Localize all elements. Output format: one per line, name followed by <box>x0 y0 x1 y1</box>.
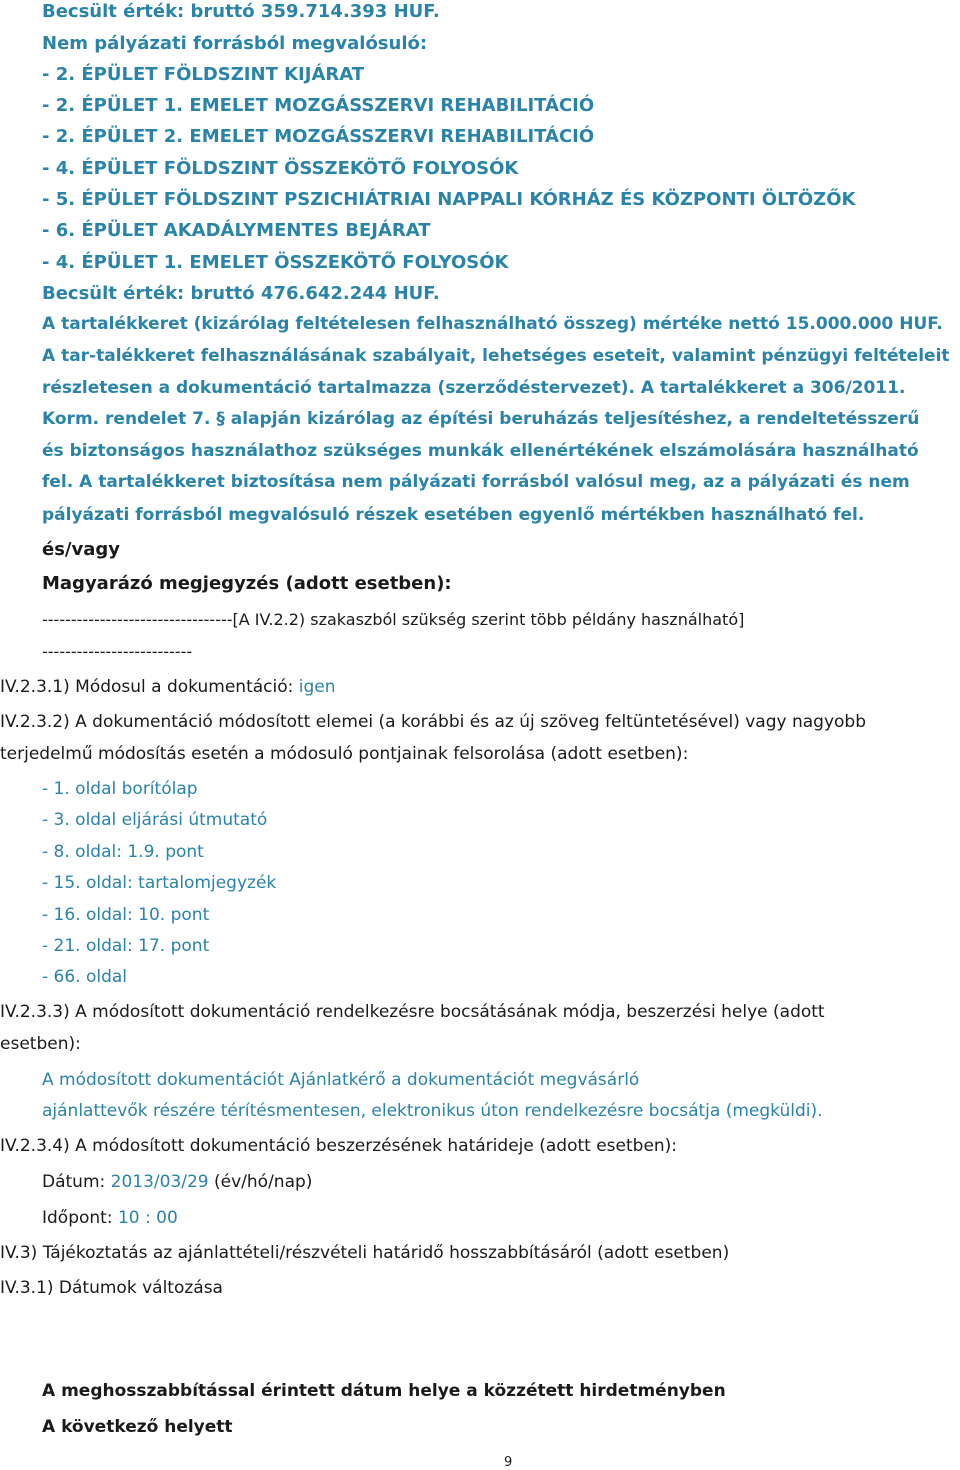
deadline-date <box>42 1174 312 1191</box>
deadline-time <box>42 1210 178 1227</box>
modified-page-item: - 21. oldal: 17. pont <box>42 936 210 956</box>
time-label: Időpont: <box>42 1208 118 1228</box>
page-number: 9 <box>504 1455 513 1470</box>
reserve-line: fel. A tartalékkeret biztosítása nem pályázati forrásból valósul meg, az a pályázati és nem <box>42 472 910 492</box>
time-value: 10 : 00 <box>117 1208 178 1228</box>
explanatory-note-label: Magyarázó megjegyzés (adott esetben): <box>42 573 452 594</box>
date-label: Dátum: <box>42 1172 111 1192</box>
modified-page-item: - 3. oldal eljárási útmutató <box>42 810 268 830</box>
affected-date-heading: A meghosszabbítással érintett dátum helye a közzétett hirdetményben <box>42 1381 726 1401</box>
instead-heading: A következő helyett <box>42 1417 233 1437</box>
modified-page-item: - 8. oldal: 1.9. pont <box>42 842 204 862</box>
building-item: - 5. ÉPÜLET FÖLDSZINT PSZICHIÁTRIAI NAPPALI KÓRHÁZ ÉS KÖZPONTI ÖLTÖZŐK <box>42 189 856 210</box>
iv233-answer-2: ajánlattevők részére térítésmentesen, elektronikus úton rendelkezésre bocsátja (megküldi). <box>42 1101 823 1121</box>
reserve-line: A tartalékkeret (kizárólag feltételesen felhasználható összeg) mértéke nettó 15.000.000 HUF. <box>42 314 943 334</box>
iv234-line: IV.2.3.4) A módosított dokumentáció beszerzésének határideje (adott esetben): <box>0 1136 678 1156</box>
iv233-line-1: IV.2.3.3) A módosított dokumentáció rendelkezésre bocsátásának módja, beszerzési helye (adott <box>0 1002 825 1022</box>
building-item: - 6. ÉPÜLET AKADÁLYMENTES BEJÁRAT <box>42 220 431 241</box>
modified-page-item: - 66. oldal <box>42 967 128 987</box>
section-separator: ---------------------------------[A IV.2.2) szakaszból szükség szerint több példány használható] <box>42 610 745 629</box>
building-item: - 2. ÉPÜLET 1. EMELET MOZGÁSSZERVI REHABILITÁCIÓ <box>42 95 595 116</box>
building-item: - 4. ÉPÜLET FÖLDSZINT ÖSSZEKÖTŐ FOLYOSÓK <box>42 158 519 179</box>
iv232-line-1: IV.2.3.2) A dokumentáció módosított elemei (a korábbi és az új szöveg feltüntetésével) vagy nagyobb <box>0 712 866 732</box>
iv3-heading: IV.3) Tájékoztatás az ajánlattételi/részvételi határidő hosszabbításáról (adott esetben) <box>0 1243 730 1263</box>
iv31-heading: IV.3.1) Dátumok változása <box>0 1278 223 1298</box>
reserve-line: Korm. rendelet 7. § alapján kizárólag az építési beruházás teljesítéshez, a rendeltetésszerű <box>42 409 920 429</box>
modified-page-item: - 1. oldal borítólap <box>42 779 198 799</box>
date-format: (év/hó/nap) <box>208 1172 313 1192</box>
building-item: - 4. ÉPÜLET 1. EMELET ÖSSZEKÖTŐ FOLYOSÓK <box>42 252 509 273</box>
nonfunded-heading: Nem pályázati forrásból megvalósuló: <box>42 33 428 54</box>
iv233-answer-1: A módosított dokumentációt Ajánlatkérő a dokumentációt megvásárló <box>42 1070 640 1090</box>
estimate-line-1: Becsült érték: bruttó 359.714.393 HUF. <box>42 1 440 22</box>
modified-page-item: - 16. oldal: 10. pont <box>42 905 210 925</box>
reserve-line: részletesen a dokumentáció tartalmazza (szerződéstervezet). A tartalékkeret a 306/2011. <box>42 378 906 398</box>
section-separator-tail: -------------------------- <box>42 642 193 661</box>
building-item: - 2. ÉPÜLET 2. EMELET MOZGÁSSZERVI REHABILITÁCIÓ <box>42 126 595 147</box>
iv233-line-2: esetben): <box>0 1034 81 1054</box>
reserve-line: pályázati forrásból megvalósuló részek esetében egyenlő mértékben használható fel. <box>42 505 865 525</box>
iv231-line <box>0 679 336 696</box>
and-or-label: és/vagy <box>42 539 120 560</box>
reserve-line: A tar-talékkeret felhasználásának szabályait, lehetséges eseteit, valamint pénzügyi feltételeit <box>42 346 950 366</box>
building-item: - 2. ÉPÜLET FÖLDSZINT KIJÁRAT <box>42 64 365 85</box>
modified-page-item: - 15. oldal: tartalomjegyzék <box>42 873 277 893</box>
estimate-line-2: Becsült érték: bruttó 476.642.244 HUF. <box>42 283 440 304</box>
iv231-value: igen <box>298 677 336 697</box>
iv232-line-2: terjedelmű módosítás esetén a módosuló pontjainak felsorolása (adott esetben): <box>0 744 689 764</box>
reserve-line: és biztonságos használathoz szükséges munkák ellenértékének elszámolására használható <box>42 441 919 461</box>
iv231-label: IV.2.3.1) Módosul a dokumentáció: <box>0 677 299 697</box>
date-value: 2013/03/29 <box>110 1172 209 1192</box>
